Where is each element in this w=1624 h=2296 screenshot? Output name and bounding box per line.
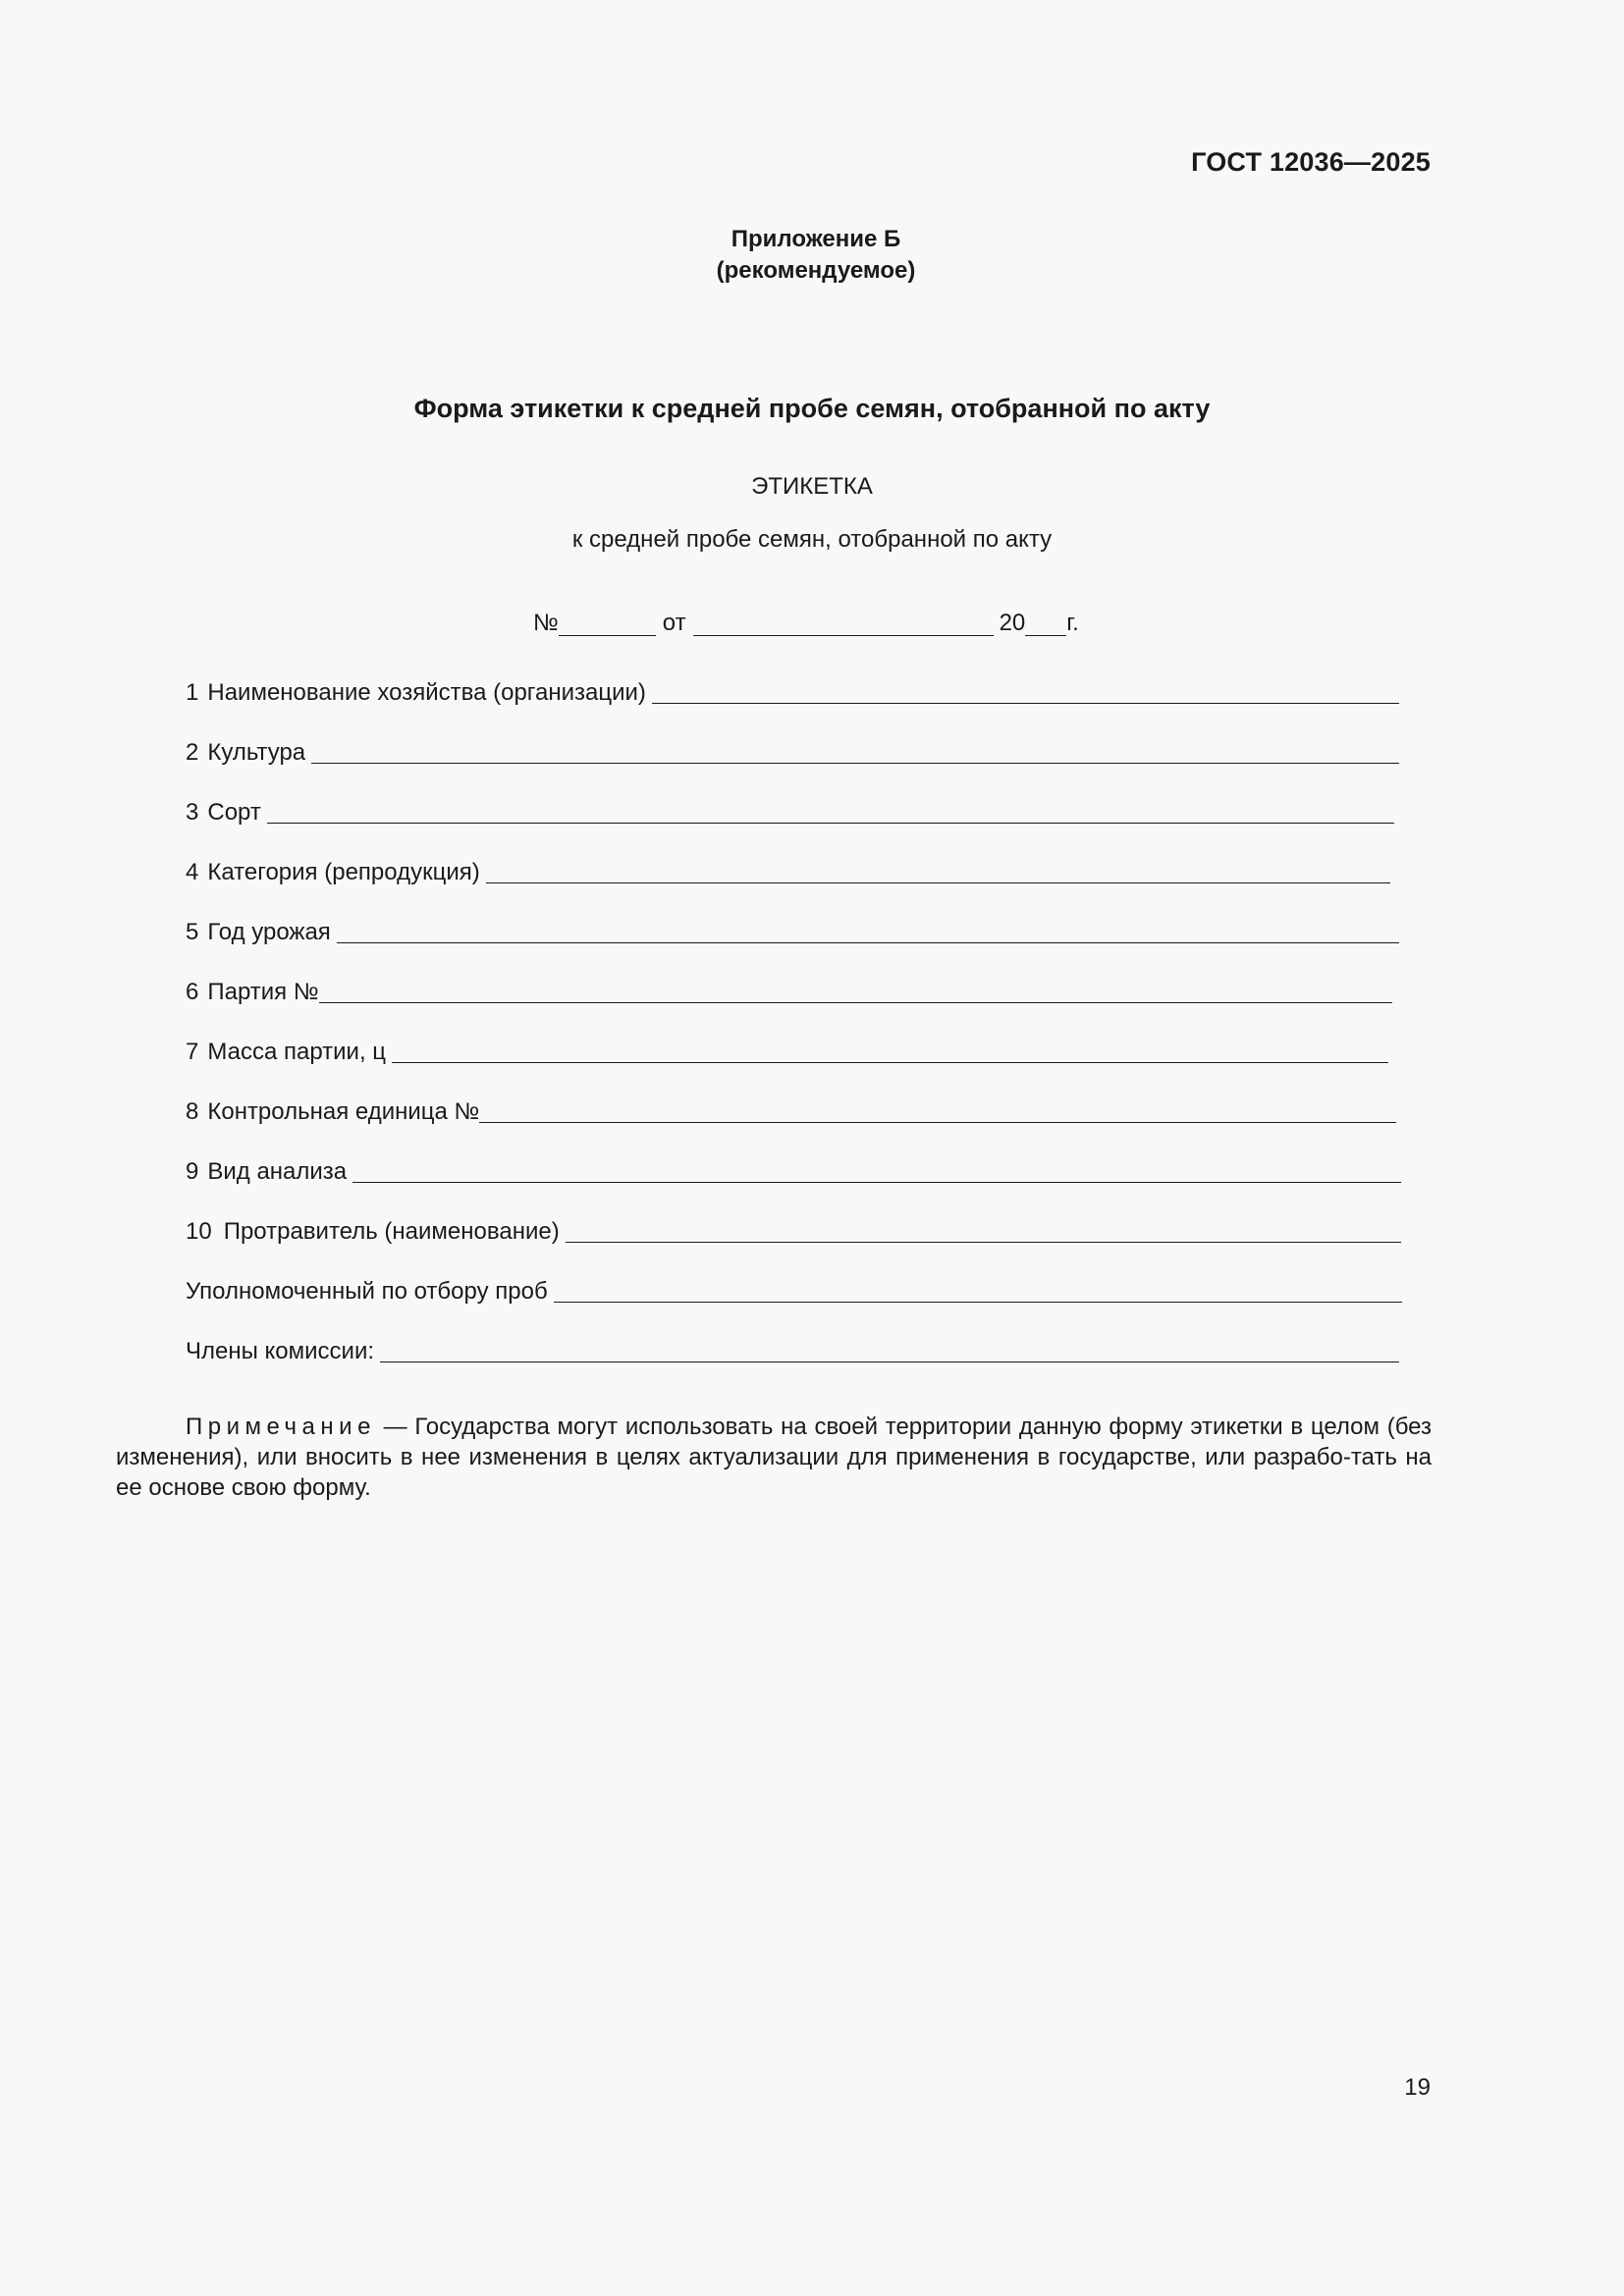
field-label: Наименование хозяйства (организации) bbox=[207, 679, 646, 706]
field-row bbox=[186, 1216, 1401, 1246]
label-subtitle: к средней пробе семян, отобранной по акту bbox=[571, 526, 1053, 553]
field-label: Масса партии, ц bbox=[207, 1039, 387, 1065]
field-row bbox=[186, 1276, 1402, 1306]
field-number: 8 bbox=[186, 1098, 199, 1125]
field-label: Культура bbox=[207, 739, 306, 766]
date-blank[interactable] bbox=[693, 612, 994, 636]
field-label: Год урожая bbox=[207, 919, 331, 945]
field-row bbox=[186, 677, 1399, 707]
field-input-line[interactable] bbox=[319, 981, 1392, 1003]
field-label: Члены комиссии: bbox=[186, 1338, 375, 1364]
year-prefix: 20 bbox=[999, 610, 1026, 636]
field-label: Сорт bbox=[207, 799, 261, 826]
field-number: 2 bbox=[186, 739, 199, 766]
field-number: 3 bbox=[186, 799, 199, 826]
label-title: ЭТИКЕТКА bbox=[751, 473, 873, 500]
field-label: Уполномоченный по отбору проб bbox=[186, 1278, 548, 1305]
field-number: 6 bbox=[186, 979, 199, 1005]
field-number: 9 bbox=[186, 1158, 199, 1185]
field-input-line[interactable] bbox=[566, 1220, 1401, 1243]
field-row bbox=[186, 1156, 1401, 1186]
document-code: ГОСТ 12036—2025 bbox=[1191, 147, 1431, 177]
appendix-title: Приложение Б bbox=[731, 226, 901, 252]
appendix-heading bbox=[0, 224, 1624, 287]
field-label: Категория (репродукция) bbox=[207, 859, 480, 885]
note-text: — Государства могут использовать на своей территории данную форму этикетки в целом (без изменения), или вносить в нее изменения в целях актуализации для применения в государстве, или разрабо-тать на ее основе свою форму. bbox=[116, 1414, 1432, 1501]
field-input-line[interactable] bbox=[554, 1280, 1402, 1303]
note-paragraph bbox=[116, 1412, 1432, 1503]
field-input-line[interactable] bbox=[311, 741, 1399, 764]
field-number: 5 bbox=[186, 919, 199, 945]
year-blank[interactable] bbox=[1025, 612, 1066, 636]
appendix-status: (рекомендуемое) bbox=[716, 257, 916, 284]
field-row bbox=[186, 977, 1392, 1006]
field-row bbox=[186, 737, 1399, 767]
field-input-line[interactable] bbox=[267, 801, 1394, 824]
field-label: Протравитель (наименование) bbox=[223, 1218, 560, 1245]
number-date-line bbox=[533, 610, 1079, 637]
field-input-line[interactable] bbox=[352, 1160, 1401, 1183]
year-suffix: г. bbox=[1066, 610, 1079, 636]
note-label: Примечание bbox=[186, 1414, 376, 1440]
from-word: от bbox=[662, 610, 686, 636]
field-input-line[interactable] bbox=[337, 921, 1399, 943]
field-input-line[interactable] bbox=[380, 1340, 1399, 1362]
field-row bbox=[186, 1096, 1396, 1126]
field-label: Партия № bbox=[207, 979, 319, 1005]
field-number: 4 bbox=[186, 859, 199, 885]
field-number: 1 bbox=[186, 679, 199, 706]
field-row bbox=[186, 797, 1394, 827]
field-row bbox=[186, 917, 1399, 946]
field-input-line[interactable] bbox=[486, 861, 1390, 883]
number-sign: № bbox=[533, 610, 559, 636]
field-input-line[interactable] bbox=[479, 1100, 1396, 1123]
field-input-line[interactable] bbox=[652, 681, 1399, 704]
field-label: Вид анализа bbox=[207, 1158, 348, 1185]
form-title: Форма этикетки к средней пробе семян, отобранной по акту bbox=[413, 394, 1211, 423]
number-blank[interactable] bbox=[559, 612, 656, 636]
field-row bbox=[186, 857, 1390, 886]
field-label: Контрольная единица № bbox=[207, 1098, 480, 1125]
field-number: 7 bbox=[186, 1039, 199, 1065]
field-number: 10 bbox=[186, 1218, 212, 1245]
field-row bbox=[186, 1336, 1399, 1365]
field-input-line[interactable] bbox=[392, 1041, 1388, 1063]
field-row bbox=[186, 1037, 1388, 1066]
page-number: 19 bbox=[1404, 2074, 1431, 2101]
